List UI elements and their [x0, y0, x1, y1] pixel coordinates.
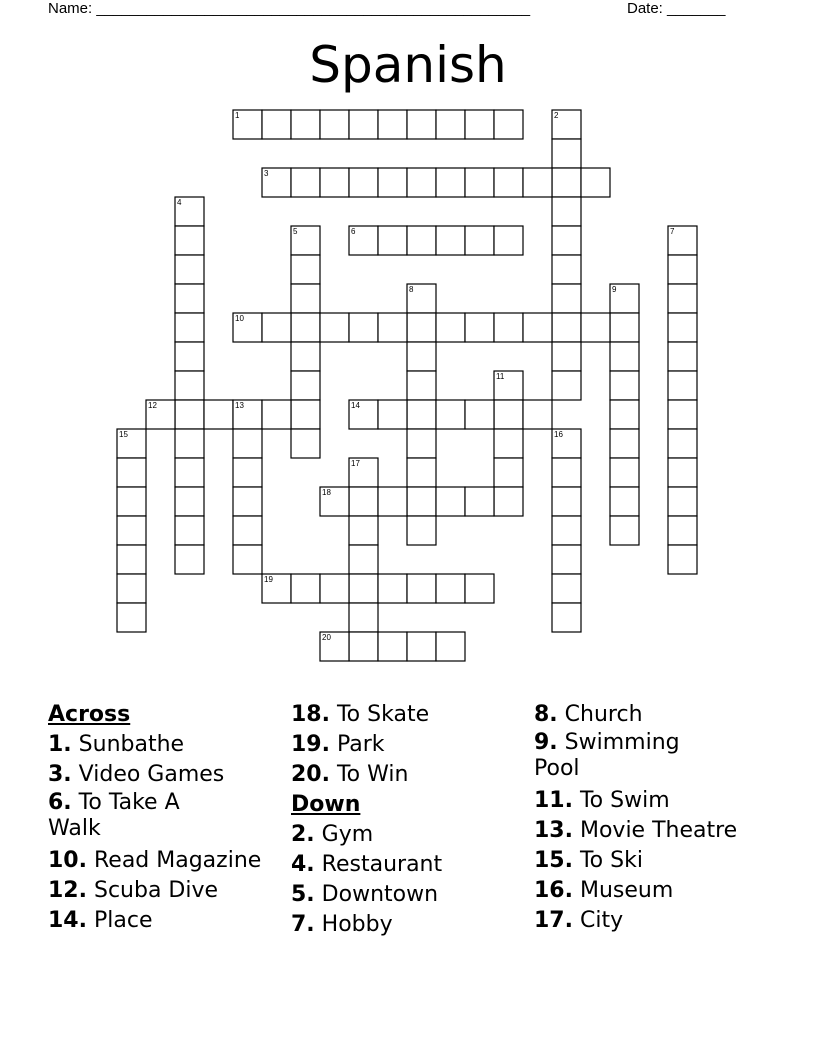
grid-cell [610, 429, 639, 458]
down-heading: Down [291, 792, 361, 817]
clue-number-14: 14 [351, 401, 360, 410]
grid-cell [175, 313, 204, 342]
grid-cell [233, 545, 262, 574]
grid-cell [552, 487, 581, 516]
grid-cell [494, 429, 523, 458]
grid-cell [668, 284, 697, 313]
grid-cell [117, 458, 146, 487]
clue-across-6: 6. To Take A Walk [48, 790, 180, 841]
grid-cell [668, 487, 697, 516]
grid-cell [175, 400, 204, 429]
clue-across-18: 18. To Skate [291, 702, 430, 727]
date-field-label: Date: _______ [627, 0, 726, 17]
clue-down-5: 5. Downtown [291, 882, 439, 907]
grid-cell [175, 429, 204, 458]
grid-cell [407, 487, 436, 516]
grid-cell [291, 110, 320, 139]
grid-cell [494, 110, 523, 139]
clue-down-13: 13. Movie Theatre [534, 818, 738, 843]
grid-cell [494, 226, 523, 255]
grid-cell [407, 342, 436, 371]
grid-cell [552, 342, 581, 371]
grid-cell [175, 371, 204, 400]
clue-down-4: 4. Restaurant [291, 852, 443, 877]
clue-number-16: 16 [554, 430, 563, 439]
grid-cell [465, 168, 494, 197]
clue-number-7: 7 [670, 227, 675, 236]
clue-column-2 [291, 700, 521, 940]
grid-cell [117, 603, 146, 632]
grid-cell [175, 226, 204, 255]
grid-cell [552, 371, 581, 400]
grid-cell [262, 400, 291, 429]
grid-cell [233, 429, 262, 458]
grid-cell [552, 603, 581, 632]
grid-cell [668, 516, 697, 545]
clue-down-7: 7. Hobby [291, 912, 393, 937]
clue-number-10: 10 [235, 314, 244, 323]
grid-cell [494, 487, 523, 516]
grid-cell [581, 168, 610, 197]
grid-cell [668, 342, 697, 371]
grid-cell [349, 313, 378, 342]
grid-cell [117, 516, 146, 545]
clue-number-18: 18 [322, 488, 331, 497]
grid-cell [407, 313, 436, 342]
grid-cell [407, 574, 436, 603]
grid-cell [291, 284, 320, 313]
clue-number-19: 19 [264, 575, 273, 584]
clue-number-13: 13 [235, 401, 244, 410]
clue-down-2: 2. Gym [291, 822, 374, 847]
grid-cell [407, 429, 436, 458]
grid-cell [378, 400, 407, 429]
grid-cell [465, 400, 494, 429]
grid-cell [320, 574, 349, 603]
clue-down-11: 11. To Swim [534, 788, 670, 813]
clue-number-3: 3 [264, 169, 269, 178]
grid-cell [436, 168, 465, 197]
grid-cell [378, 632, 407, 661]
clue-across-19: 19. Park [291, 732, 385, 757]
grid-cell [668, 429, 697, 458]
clue-across-10: 10. Read Magazine [48, 848, 262, 873]
grid-cell [233, 487, 262, 516]
grid-cell [407, 371, 436, 400]
grid-cell [349, 487, 378, 516]
grid-cell [349, 516, 378, 545]
grid-cell [407, 632, 436, 661]
grid-cell [175, 516, 204, 545]
grid-cell [349, 632, 378, 661]
clue-down-15: 15. To Ski [534, 848, 643, 873]
grid-cell [233, 458, 262, 487]
grid-cell [465, 313, 494, 342]
grid-cell [523, 168, 552, 197]
grid-cell [465, 487, 494, 516]
grid-cell [291, 168, 320, 197]
clue-number-5: 5 [293, 227, 298, 236]
grid-cell [465, 226, 494, 255]
page-title: Spanish [309, 36, 507, 94]
grid-cell [436, 226, 465, 255]
grid-cell [378, 313, 407, 342]
clue-number-2: 2 [554, 111, 559, 120]
grid-cell [610, 458, 639, 487]
grid-cell [552, 574, 581, 603]
grid-cell [407, 168, 436, 197]
clue-across-1: 1. Sunbathe [48, 732, 185, 757]
grid-cell [378, 487, 407, 516]
grid-cell [668, 545, 697, 574]
grid-cell [204, 400, 233, 429]
grid-cell [117, 545, 146, 574]
clue-across-14: 14. Place [48, 908, 153, 933]
clue-across-12: 12. Scuba Dive [48, 878, 219, 903]
clue-number-17: 17 [351, 459, 360, 468]
grid-cell [291, 429, 320, 458]
grid-cell [349, 574, 378, 603]
grid-cell [320, 313, 349, 342]
grid-cell [552, 545, 581, 574]
grid-cell [407, 458, 436, 487]
clue-number-11: 11 [496, 372, 505, 381]
grid-cell [349, 603, 378, 632]
clue-number-20: 20 [322, 633, 331, 642]
grid-cell [494, 168, 523, 197]
clue-number-4: 4 [177, 198, 182, 207]
clue-column-1 [48, 700, 284, 936]
grid-cell [668, 400, 697, 429]
grid-cell [407, 226, 436, 255]
grid-cell [378, 110, 407, 139]
grid-cell [465, 574, 494, 603]
grid-cell [407, 110, 436, 139]
grid-cell [320, 110, 349, 139]
grid-cell [262, 313, 291, 342]
grid-cell [378, 226, 407, 255]
grid-cell [436, 632, 465, 661]
clue-number-15: 15 [119, 430, 128, 439]
grid-cell [610, 342, 639, 371]
grid-cell [320, 168, 349, 197]
grid-cell [291, 342, 320, 371]
grid-cell [378, 574, 407, 603]
grid-cell [494, 313, 523, 342]
grid-cell [407, 400, 436, 429]
grid-cell [581, 313, 610, 342]
grid-cell [262, 110, 291, 139]
grid-cell [552, 458, 581, 487]
grid-cell [436, 110, 465, 139]
grid-cell [668, 458, 697, 487]
grid-cell [610, 487, 639, 516]
grid-cell [610, 313, 639, 342]
grid-cell [175, 458, 204, 487]
grid-cell [668, 371, 697, 400]
clue-column-3 [534, 700, 784, 936]
grid-cell [494, 458, 523, 487]
grid-cell [175, 545, 204, 574]
clue-number-6: 6 [351, 227, 356, 236]
grid-cell [175, 342, 204, 371]
grid-cell [552, 284, 581, 313]
across-heading: Across [48, 702, 131, 727]
grid-cell [175, 255, 204, 284]
grid-cell [436, 487, 465, 516]
grid-cell [552, 255, 581, 284]
grid-cell [610, 371, 639, 400]
clue-down-8: 8. Church [534, 702, 643, 727]
grid-cell [552, 516, 581, 545]
grid-cell [175, 284, 204, 313]
grid-cell [465, 110, 494, 139]
name-field-label: Name: ____________________________________________________ [48, 0, 531, 17]
clue-down-17: 17. City [534, 908, 624, 933]
clue-down-16: 16. Museum [534, 878, 674, 903]
grid-cell [436, 313, 465, 342]
grid-cell [552, 168, 581, 197]
grid-cell [291, 574, 320, 603]
grid-cell [668, 255, 697, 284]
grid-cell [117, 487, 146, 516]
grid-cell [552, 226, 581, 255]
grid-cell [233, 516, 262, 545]
grid-cell [349, 168, 378, 197]
clue-down-9: 9. Swimming Pool [534, 730, 680, 781]
clue-across-20: 20. To Win [291, 762, 409, 787]
clue-across-3: 3. Video Games [48, 762, 225, 787]
grid-cell [407, 516, 436, 545]
grid-cell [523, 313, 552, 342]
grid-cell [436, 400, 465, 429]
grid-cell [291, 371, 320, 400]
grid-cell [436, 574, 465, 603]
grid-cell [494, 400, 523, 429]
grid-cell [523, 400, 552, 429]
grid-cell [175, 487, 204, 516]
clue-number-9: 9 [612, 285, 617, 294]
grid-cell [349, 545, 378, 574]
grid-cell [291, 400, 320, 429]
clue-number-12: 12 [148, 401, 157, 410]
clue-number-8: 8 [409, 285, 414, 294]
grid-cell [552, 197, 581, 226]
grid-cell [291, 255, 320, 284]
grid-cell [378, 168, 407, 197]
grid-cell [349, 110, 378, 139]
grid-cell [610, 516, 639, 545]
grid-cell [552, 139, 581, 168]
grid-cell [668, 313, 697, 342]
clue-number-1: 1 [235, 111, 240, 120]
grid-cell [291, 313, 320, 342]
grid-cell [117, 574, 146, 603]
grid-cell [552, 313, 581, 342]
grid-cell [610, 400, 639, 429]
